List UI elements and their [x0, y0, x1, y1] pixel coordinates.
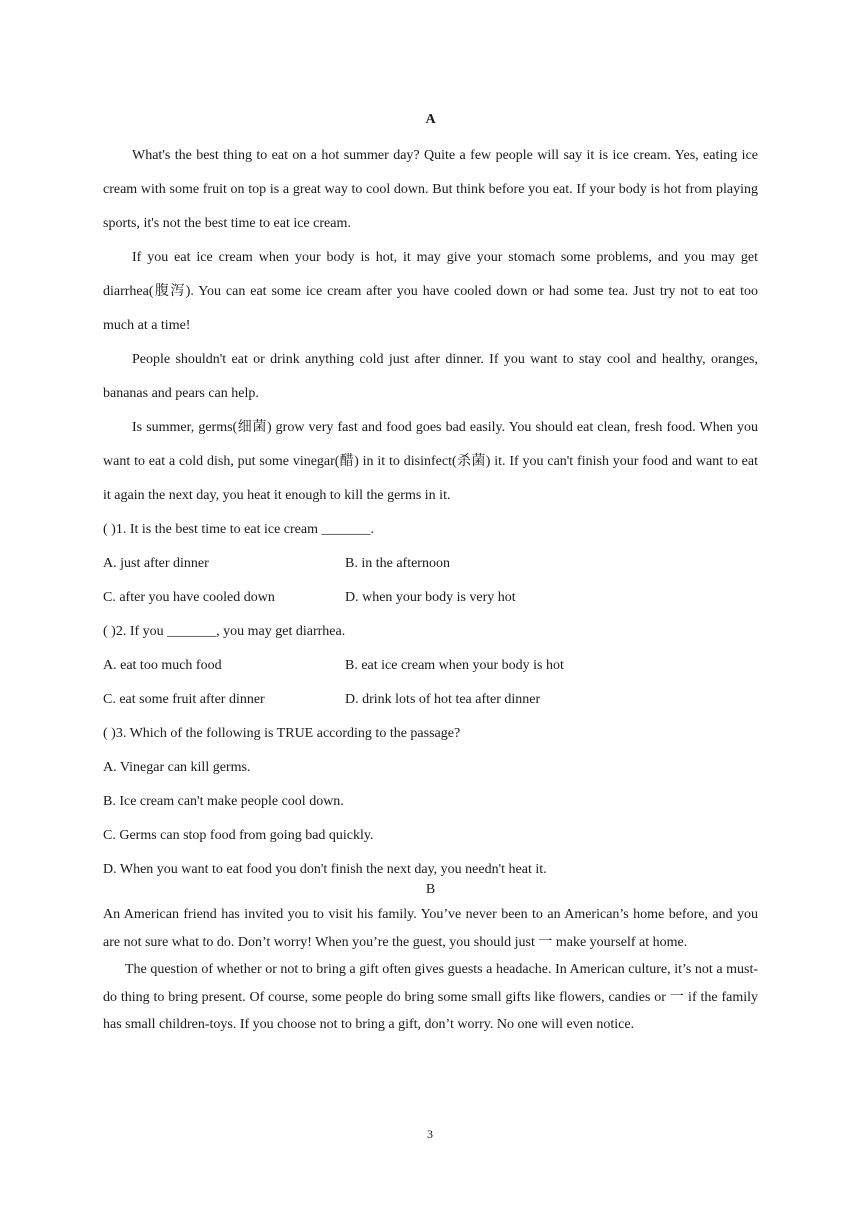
question-3-option-b: B. Ice cream can't make people cool down. — [103, 794, 344, 809]
passage-a-paragraph-2: If you eat ice cream when your body is hot, it may give your stomach some problems, and you may get diarrhea(腹泻). You can eat some ice cream after you have cooled down or had some tea. Just try not to eat too much at a time! — [103, 250, 758, 333]
question-3-option-d: D. When you want to eat food you don't finish the next day, you needn't heat it. — [103, 862, 547, 877]
question-2-option-c: C. eat some fruit after dinner — [103, 692, 265, 707]
question-2-stem: ( )2. If you _______, you may get diarrhea. — [103, 624, 346, 639]
document-page — [103, 108, 758, 1039]
question-1-option-d: D. when your body is very hot — [345, 590, 516, 605]
question-1-stem: ( )1. It is the best time to eat ice cream _______. — [103, 522, 374, 537]
section-b-heading: B — [425, 882, 436, 897]
question-1-options-row-1 — [103, 547, 758, 581]
question-1-option-a: A. just after dinner — [103, 556, 209, 571]
section-b — [103, 879, 758, 1039]
question-3-option-c: C. Germs can stop food from going bad quickly. — [103, 828, 374, 843]
question-2-options-row-2 — [103, 683, 758, 717]
passage-b-paragraph-1: An American friend has invited you to visit his family. You’ve never been to an American’s home before, and you are not sure what to do. Don’t worry! When you’re the guest, you should just 一 make yourself at home. — [103, 907, 758, 950]
question-1-option-c: C. after you have cooled down — [103, 590, 275, 605]
question-2-options-row-1 — [103, 649, 758, 683]
page-number: 3 — [427, 1127, 433, 1141]
question-3-stem: ( )3. Which of the following is TRUE according to the passage? — [103, 726, 461, 741]
passage-a-paragraph-3: People shouldn't eat or drink anything cold just after dinner. If you want to stay cool and healthy, oranges, bananas and pears can help. — [103, 352, 758, 401]
passage-a-paragraph-4: Is summer, germs(细菌) grow very fast and food goes bad easily. You should eat clean, fresh food. When you want to eat a cold dish, put some vinegar(醋) in it to disinfect(杀菌) it. If you can't finish your food and want to eat it again the next day, you heat it enough to kill the germs in it. — [103, 420, 758, 503]
question-2-option-a: A. eat too much food — [103, 658, 222, 673]
section-a-heading: A — [425, 112, 436, 127]
passage-b-paragraph-2: The question of whether or not to bring a gift often gives guests a headache. In American culture, it’s not a must-do thing to bring present. Of course, some people do bring some small gifts like flowers, candies or 一 if the family has small children-toys. If you choose not to bring a gift, don’t worry. No one will even notice. — [103, 962, 758, 1032]
question-1-option-b: B. in the afternoon — [345, 556, 450, 571]
question-1-options-row-2 — [103, 581, 758, 615]
question-2-option-b: B. eat ice cream when your body is hot — [345, 658, 564, 673]
question-2-option-d: D. drink lots of hot tea after dinner — [345, 692, 541, 707]
question-3-option-a: A. Vinegar can kill germs. — [103, 760, 251, 775]
passage-a-paragraph-1: What's the best thing to eat on a hot summer day? Quite a few people will say it is ice cream. Yes, eating ice cream with some fruit on top is a great way to cool down. But think before you eat. If your body is hot from playing sports, it's not the best time to eat ice cream. — [103, 148, 758, 231]
